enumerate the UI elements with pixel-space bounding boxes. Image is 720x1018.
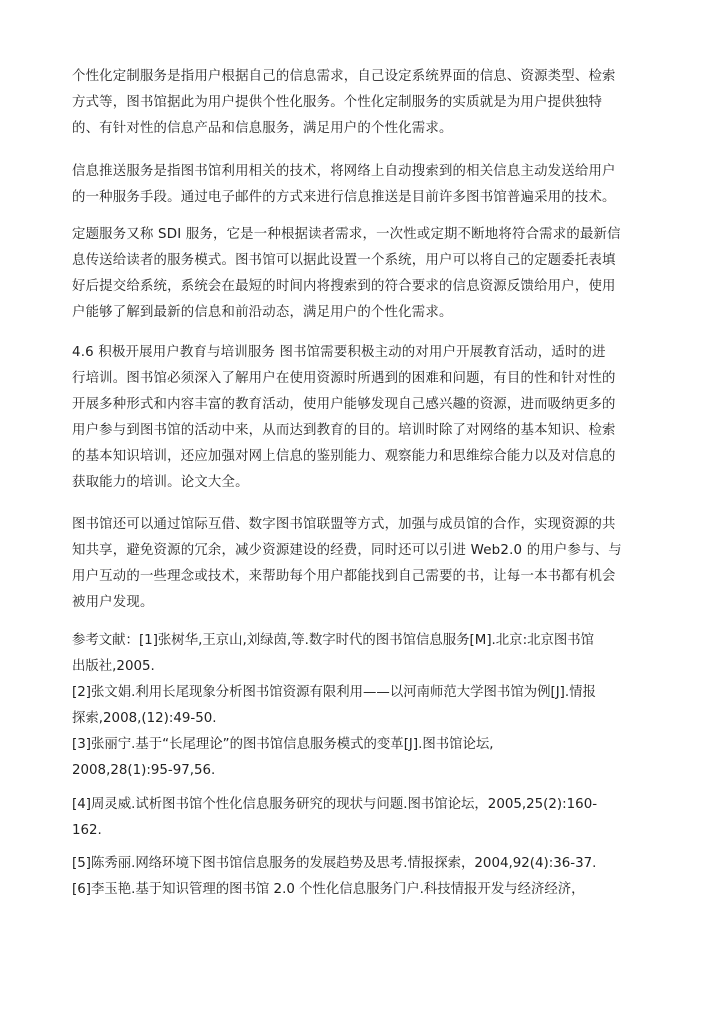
text-line: 获取能力的培训。论文大全。 (72, 475, 249, 490)
reference-4 (72, 792, 662, 844)
text-line: [2]张文娟.利用长尾现象分析图书馆资源有限利用——以河南师范大学图书馆为例[J].情报 (72, 685, 596, 700)
text-line: 探索,2008,(12):49-50. (72, 711, 217, 726)
text-line: 的、有针对性的信息产品和信息服务，满足用户的个性化需求。 (72, 121, 453, 136)
paragraph-personalized-customization (72, 64, 662, 142)
text-line: 的一种服务手段。通过电子邮件的方式来进行信息推送是目前许多图书馆普遍采用的技术。 (72, 190, 616, 205)
text-line: 参考文献：[1]张树华,王京山,刘绿茵,等.数字时代的图书馆信息服务[M].北京:北京图书馆 (72, 633, 595, 648)
text-line: 信息推送服务是指图书馆利用相关的技术，将网络上自动搜索到的相关信息主动发送给用户 (72, 164, 616, 179)
text-line: 162. (72, 823, 102, 838)
reference-5 (72, 851, 662, 877)
text-line: 户能够了解到最新的信息和前沿动态，满足用户的个性化需求。 (72, 305, 453, 320)
text-line: 出版社,2005. (72, 659, 155, 674)
reference-6 (72, 877, 662, 903)
text-line: 息传送给读者的服务模式。图书馆可以据此设置一个系统，用户可以将自己的定题委托表填 (72, 253, 616, 268)
reference-2 (72, 680, 662, 732)
paragraph-resource-sharing (72, 512, 662, 616)
text-line: [5]陈秀丽.网络环境下图书馆信息服务的发展趋势及思考.情报探索，2004,92(4):36-37. (72, 856, 597, 871)
text-line: 方式等，图书馆据此为用户提供个性化服务。个性化定制服务的实质就是为用户提供独特 (72, 95, 603, 110)
text-line: 被用户发现。 (72, 595, 154, 610)
text-line: 行培训。图书馆必须深入了解用户在使用资源时所遇到的困难和问题，有目的性和针对性的 (72, 371, 616, 386)
text-line: 用户参与到图书馆的活动中来，从而达到教育的目的。培训时除了对网络的基本知识、检索 (72, 423, 616, 438)
text-line: 用户互动的一些理念或技术，来帮助每个用户都能找到自己需要的书，让每一本书都有机会 (72, 569, 616, 584)
text-line: 好后提交给系统，系统会在最短的时间内将搜索到的符合要求的信息资源反馈给用户，使用 (72, 279, 616, 294)
text-line: 开展多种形式和内容丰富的教育活动，使用户能够发现自己感兴趣的资源，进而吸纳更多的 (72, 397, 616, 412)
text-line: 个性化定制服务是指用户根据自己的信息需求，自己设定系统界面的信息、资源类型、检索 (72, 69, 616, 84)
text-line: 4.6 积极开展用户教育与培训服务 图书馆需要积极主动的对用户开展教育活动，适时的进 (72, 345, 606, 360)
paragraph-sdi-service (72, 222, 662, 326)
paragraph-user-education (72, 340, 662, 496)
text-line: 定题服务又称 SDI 服务，它是一种根据读者需求，一次性或定期不断地将符合需求的最新信 (72, 227, 621, 242)
text-line: 的基本知识培训，还应加强对网上信息的鉴别能力、观察能力和思维综合能力以及对信息的 (72, 449, 616, 464)
text-line: 2008,28(1):95-97,56. (72, 763, 216, 778)
text-line: [3]张丽宁.基于“长尾理论”的图书馆信息服务模式的变革[J].图书馆论坛, (72, 737, 494, 752)
text-line: 知共享，避免资源的冗余，减少资源建设的经费，同时还可以引进 Web2.0 的用户参与、与 (72, 543, 622, 558)
paragraph-information-push (72, 159, 662, 211)
reference-3 (72, 732, 662, 784)
text-line: [6]李玉艳.基于知识管理的图书馆 2.0 个性化信息服务门户.科技情报开发与经济经济， (72, 882, 585, 897)
text-line: 图书馆还可以通过馆际互借、数字图书馆联盟等方式，加强与成员馆的合作，实现资源的共 (72, 517, 616, 532)
reference-1 (72, 628, 662, 680)
text-line: [4]周灵威.试析图书馆个性化信息服务研究的现状与问题.图书馆论坛，2005,25(2):160- (72, 797, 598, 812)
